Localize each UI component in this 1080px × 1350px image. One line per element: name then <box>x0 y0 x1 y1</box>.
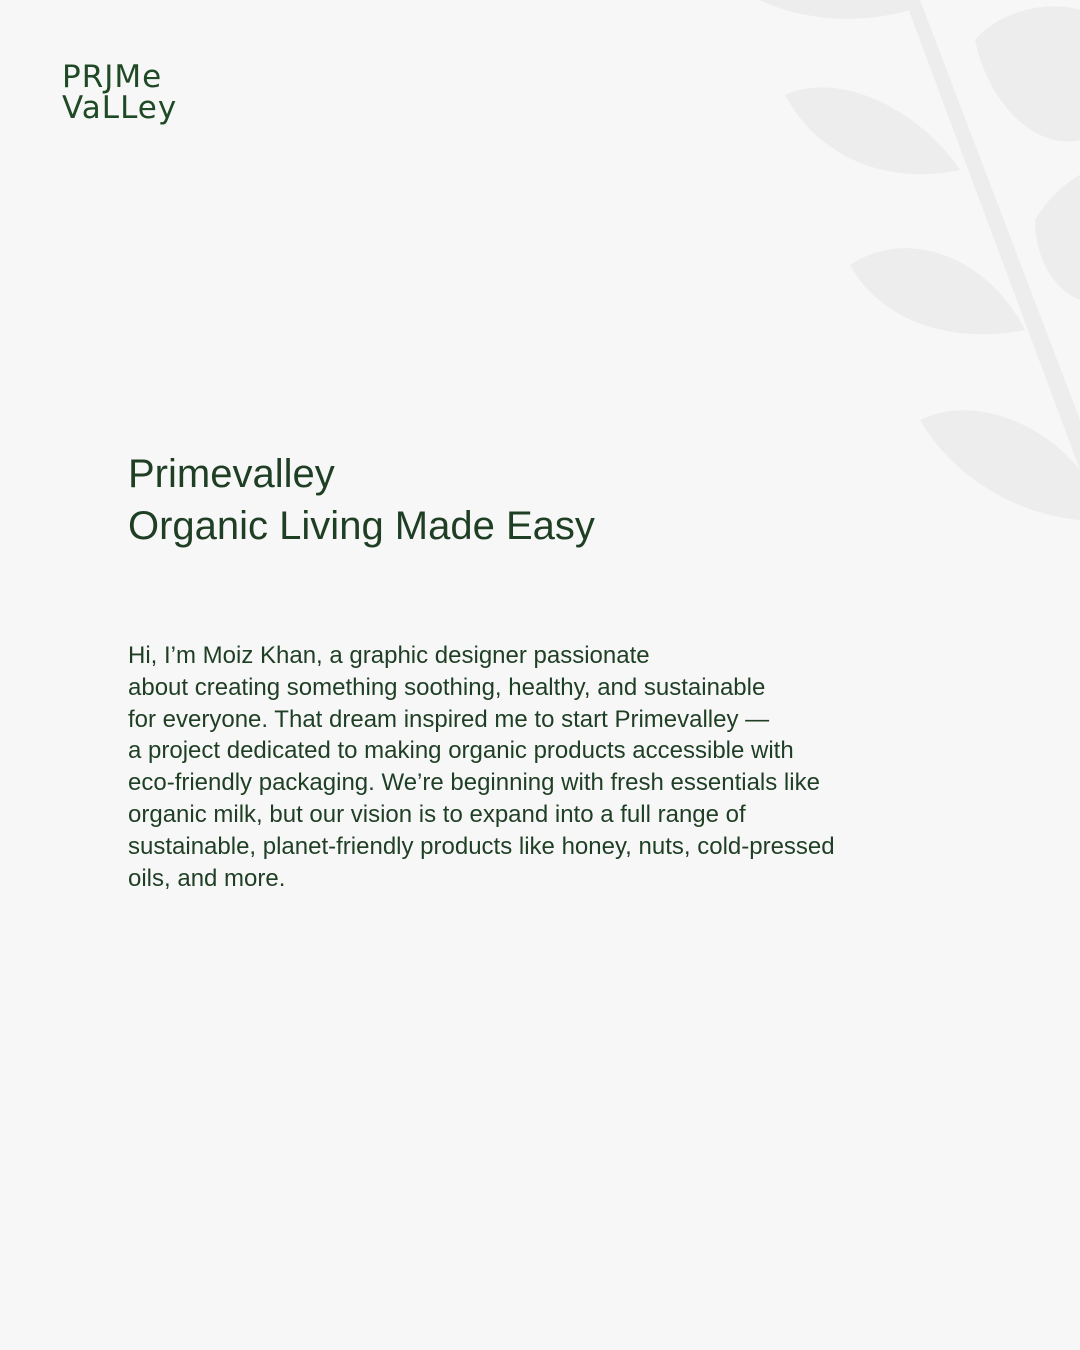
intro-line: organic milk, but our vision is to expand into a full range of <box>128 800 746 828</box>
intro-line: oils, and more. <box>128 864 286 892</box>
brand-logo <box>62 59 212 126</box>
intro-line: eco-friendly packaging. We’re beginning with fresh essentials like <box>128 769 820 797</box>
intro-line: Hi, I’m Moiz Khan, a graphic designer passionate <box>128 642 650 669</box>
intro-line: about creating something soothing, healthy, and sustainable <box>128 673 766 701</box>
intro-paragraph <box>128 640 948 894</box>
page-title <box>128 448 928 552</box>
title-line-brand: Primevalley <box>128 452 335 496</box>
intro-line: sustainable, planet-friendly products like honey, nuts, cold-pressed <box>128 832 835 860</box>
intro-line: for everyone. That dream inspired me to start Primevalley — <box>128 705 770 733</box>
title-line-tagline: Organic Living Made Easy <box>128 504 595 548</box>
logo-text-top: PRJMe <box>62 59 163 95</box>
intro-line: a project dedicated to making organic products accessible with <box>128 737 794 765</box>
logo-text-bottom: VaLLey <box>62 90 178 126</box>
